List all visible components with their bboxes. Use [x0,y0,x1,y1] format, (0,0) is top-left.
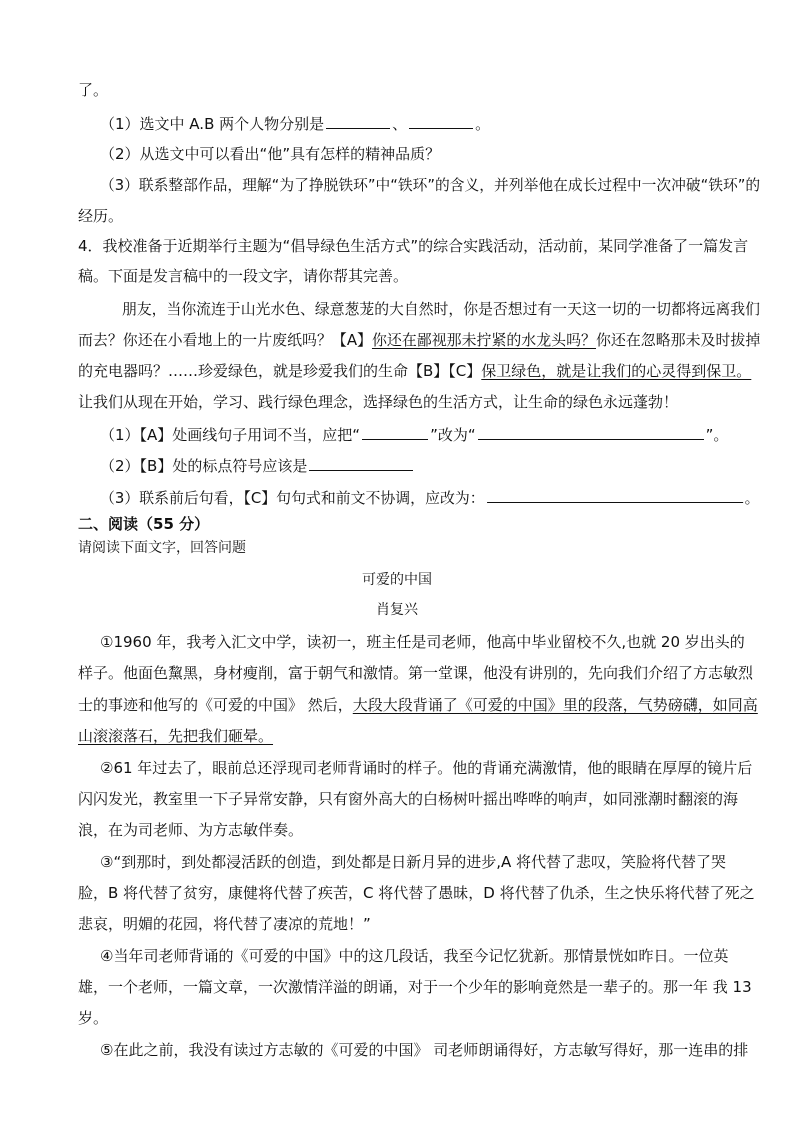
answer-blank[interactable] [309,456,413,471]
q3-sub1: （1）选文中 A.B 两个人物分别是 、 。 [100,115,491,133]
answer-blank[interactable] [326,114,390,129]
q4-passage-line1: 朋友，当你流连于山光水色、绿意葱茏的大自然时，你是否想过有一天这一切的一切都将远离我们 [122,300,760,318]
section-two-title: 二、阅读（55 分） [78,515,210,533]
underlined-sentence-p1: 大段大段背诵了《可爱的中国》里的段落，气势磅礴，如同高 [352,696,758,714]
para1-line2: 样子。他面色黧黑，身材瘦削，富于朝气和激情。第一堂课，他没有讲別的，先向我们介绍了方志敏烈 [78,664,754,682]
para4-line1: ④当年司老师背诵的《可爱的中国》中的这几段话，我至今记忆犹新。那情景恍如昨日。一位英 [100,947,729,965]
para1-line3: 士的事迹和他写的《可爱的中国》 然后，大段大段背诵了《可爱的中国》里的段落，气势磅礴，如同高 [78,696,758,714]
q3-sub3-line1: （3）联系整部作品，理解“为了挣脱铁环”中“铁环”的含义，并列举他在成长过程中一次冲破“铁环”的 [100,176,761,194]
section-two-instruction: 请阅读下面文字，回答问题 [78,540,246,556]
underlined-sentence-a: 你还在鄙视那未拧紧的水龙头吗？ [371,331,596,349]
para1-line4: 山滚滚落石，先把我们砸晕。 [78,727,274,745]
q3-sub3-line2: 经历。 [78,207,124,225]
q4-sub3: （3）联系前后句看，【C】句句式和前文不协调，应改为： 。 [100,489,760,507]
q3-tail: 了。 [78,81,109,99]
q4-sub2: （2）【B】处的标点符号应该是 [100,456,415,476]
underlined-sentence-c: 保卫绿色，就是让我们的心灵得到保卫。 [481,362,752,380]
answer-blank[interactable] [362,425,428,440]
answer-blank[interactable] [409,114,473,129]
para3-line3: 悲哀，明媚的花园，将代替了凄凉的荒地！” [78,915,371,933]
answer-blank[interactable] [478,425,704,440]
q4-stem-line2: 稿。下面是发言稿中的一段文字，请你帮其完善。 [78,267,409,285]
answer-blank[interactable] [487,488,743,503]
para4-line2: 雄，一个老师，一篇文章，一次激情洋溢的朗诵，对于一个少年的影响竟然是一辈子的。那一年 我 13 [78,978,752,996]
para3-line2: 脸，B 将代替了贫穷，康健将代替了疾苦，C 将代替了愚昧，D 将代替了仇杀，生之快乐将代替了死之 [78,884,755,902]
q4-passage-line4: 让我们从现在开始，学习、践行绿色理念，选择绿色的生活方式，让生命的绿色永远蓬勃！ [78,393,679,411]
para4-line3: 岁。 [78,1009,109,1027]
para5-line1: ⑤在此之前，我没有读过方志敏的《可爱的中国》 司老师朗诵得好，方志敏写得好，那一连串的排 [100,1041,749,1059]
q4-passage-line2: 而去？你还在小看地上的一片废纸吗？【A】你还在鄙视那未拧紧的水龙头吗？你还在忽略那未及时拔掉 [78,331,761,349]
article-author: 肖复兴 [376,602,418,618]
article-title: 可爱的中国 [362,572,432,588]
q4-stem-line1: 4．我校准备于近期举行主题为“倡导绿色生活方式”的综合实践活动，活动前，某同学准备了一篇发言 [78,237,749,255]
q4-passage-line3: 的充电器吗？……珍爱绿色，就是珍爱我们的生命【B】【C】保卫绿色，就是让我们的心灵得到保卫。 [78,362,752,380]
para2-line3: 浪，在为司老师、为方志敏伴奏。 [78,821,304,839]
para2-line2: 闪闪发光，教室里一下子异常安静，只有窗外高大的白杨树叶摇出哗哗的响声，如同涨潮时翻滚的海 [78,790,739,808]
para2-line1: ②61 年过去了，眼前总还浮现司老师背诵时的样子。他的背诵充满激情，他的眼睛在厚厚的镜片后 [100,759,753,777]
para1-line1: ①1960 年，我考入汇文中学，读初一，班主任是司老师，他高中毕业留校不久,也就 20 岁出头的 [100,633,745,651]
q3-sub2: （2）从选文中可以看出“他”具有怎样的精神品质？ [100,145,441,163]
q4-sub1: （1）【A】处画线句子用词不当，应把“ ”改为“ ”。 [100,426,729,444]
para3-line1: ③“到那时，到处都浸活跃的创造，到处都是日新月异的进步,A 将代替了悲叹，笑脸将代替了哭 [100,853,727,871]
